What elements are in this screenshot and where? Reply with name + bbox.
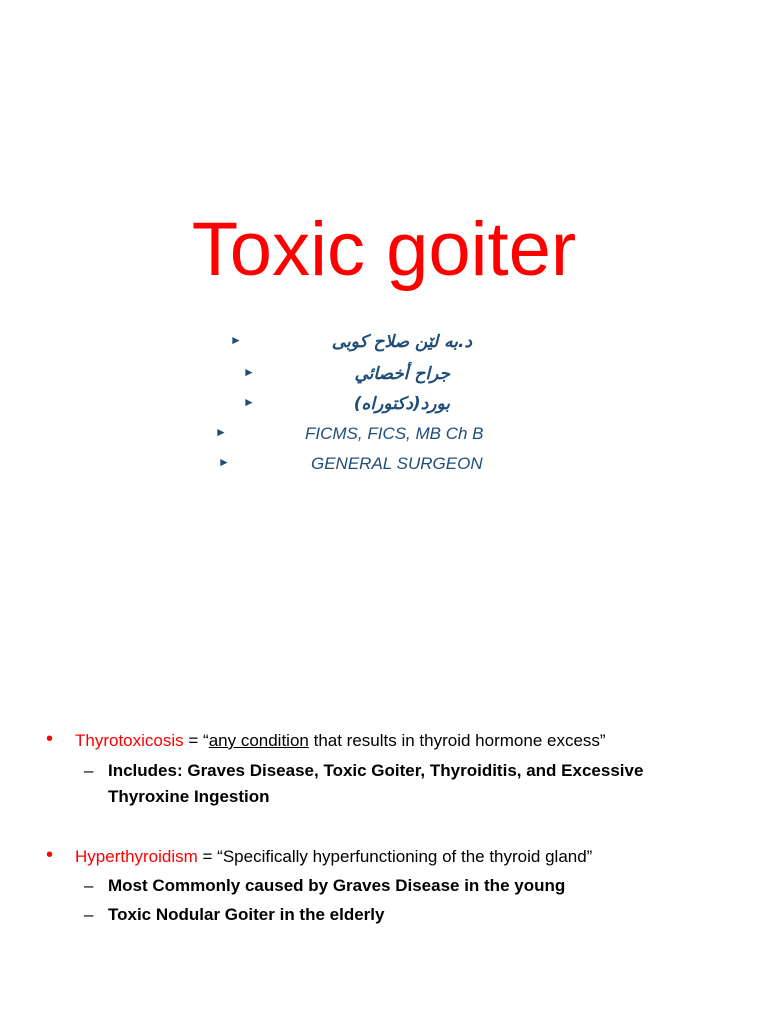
dash-icon: –	[84, 876, 94, 895]
hyperthyroidism-line	[75, 844, 592, 870]
hyperthyroidism-definition: = “Specifically hyperfunctioning of the thyroid gland”	[197, 847, 593, 866]
arrow-bullet-icon: ►	[218, 455, 230, 469]
includes-line-1: Includes: Graves Disease, Toxic Goiter, Thyroiditis, and Excessive	[108, 761, 644, 780]
credit-role: GENERAL SURGEON	[311, 454, 483, 473]
thyrotoxicosis-line	[75, 728, 606, 754]
credit-name: د.به لێن صلاح کوبی	[331, 332, 472, 352]
thyrotoxicosis-term: Thyrotoxicosis	[75, 731, 184, 750]
any-condition-text: any condition	[208, 731, 309, 750]
bullet-icon: •	[46, 728, 54, 750]
equals-text: = “	[183, 731, 209, 750]
credit-line-1	[230, 328, 490, 356]
credit-line-2	[243, 360, 463, 388]
slide-title: Toxic goiter	[191, 207, 577, 292]
arrow-bullet-icon: ►	[243, 395, 255, 409]
bullet-icon: •	[46, 844, 54, 866]
arrow-bullet-icon: ►	[230, 333, 242, 347]
hyperthyroidism-term: Hyperthyroidism	[75, 847, 198, 866]
dash-icon: –	[84, 761, 94, 780]
credit-line-4	[215, 420, 505, 448]
thyrotoxicosis-definition: that results in thyroid hormone excess”	[308, 731, 606, 750]
graves-line: Most Commonly caused by Graves Disease in the young	[108, 876, 566, 895]
dash-icon: –	[84, 905, 94, 924]
credit-line-5	[218, 450, 508, 478]
definitions-block	[0, 728, 768, 948]
arrow-bullet-icon: ►	[243, 365, 255, 379]
credit-line-3	[243, 390, 463, 418]
toxic-nodular-line: Toxic Nodular Goiter in the elderly	[108, 905, 385, 924]
credit-qualifications: FICMS, FICS, MB Ch B	[305, 424, 484, 443]
credit-specialty: جراح أخصائي	[354, 364, 450, 384]
credit-board: بورد(دكتوراه)	[353, 394, 450, 414]
arrow-bullet-icon: ►	[215, 425, 227, 439]
includes-line-2: Thyroxine Ingestion	[108, 787, 270, 806]
